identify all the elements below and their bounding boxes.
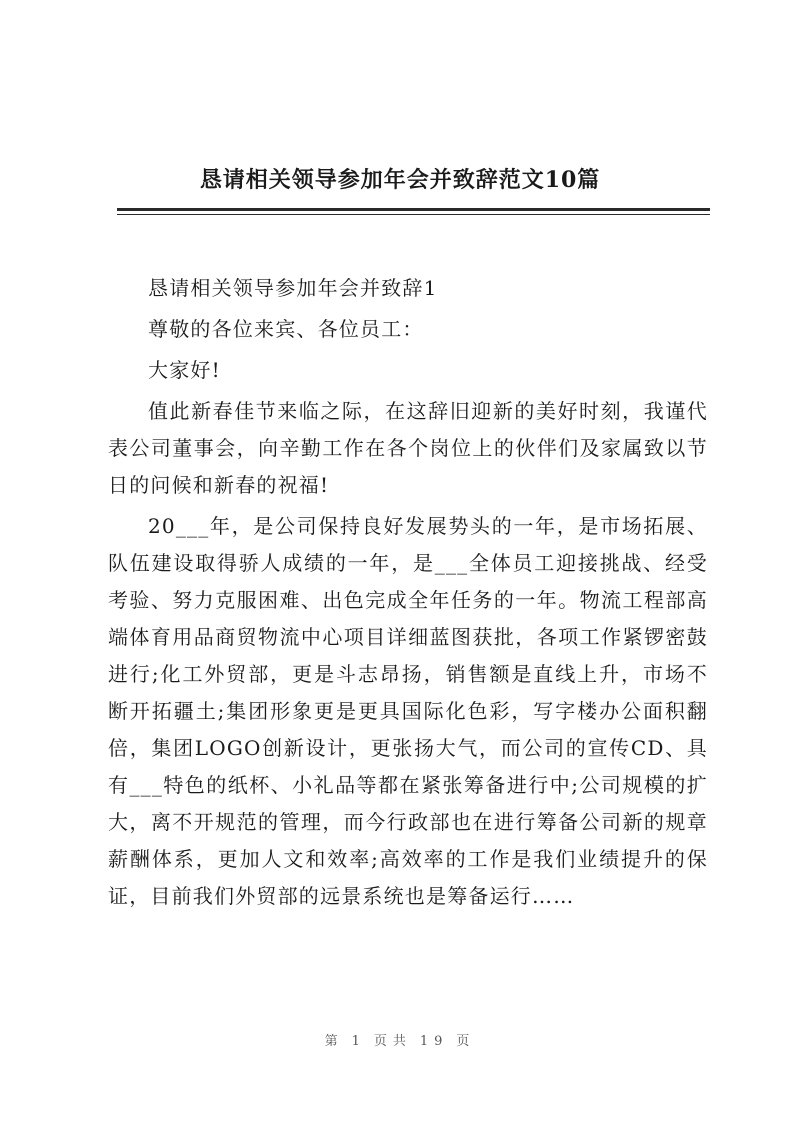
document-title: 恳请相关领导参加年会并致辞范文10篇: [199, 167, 601, 193]
footer-suffix: 页: [456, 1034, 476, 1049]
greeting: 大家好!: [148, 358, 221, 382]
title-rule-thick: [117, 208, 710, 211]
footer-mid: 页共: [373, 1034, 412, 1049]
page-footer: [0, 1030, 800, 1049]
section-heading: 恳请相关领导参加年会并致辞1: [148, 276, 438, 300]
document-body: [108, 270, 708, 919]
paragraph: 值此新春佳节来临之际，在这辞旧迎新的美好时刻，我谨代表公司董事会，向辛勤工作在各个岗位上的伙伴们及家属致以节日的问候和新春的祝福!: [108, 399, 708, 497]
current-page-number: 1: [351, 1034, 366, 1049]
paragraph: 20___年，是公司保持良好发展势头的一年，是市场拓展、队伍建设取得骄人成绩的一年，是___全体员工迎接挑战、经受考验、努力克服困难、出色完成全年任务的一年。物流工程部高端体育用品商贸物流中心项目详细蓝图获批，各项工作紧锣密鼓进行;化工外贸部，更是斗志昂扬，销售额是直线上升，市场不断开拓疆土;集团形象更是更具国际化色彩，写字楼办公面积翻倍，集团LOGO创新设计，更张扬大气，而公司的宣传CD、具有___特色的纸杯、小礼品等都在紧张筹备进行中;公司规模的扩大，离不开规范的管理，而今行政部也在进行筹备公司新的规章薪酬体系，更加人文和效率;高效率的工作是我们业绩提升的保证，目前我们外贸部的远景系统也是筹备运行……: [108, 514, 708, 908]
total-page-count: 19: [419, 1034, 449, 1049]
footer-prefix: 第: [324, 1034, 344, 1049]
title-rule-thin: [117, 214, 710, 215]
salutation: 尊敬的各位来宾、各位员工：: [148, 317, 424, 341]
